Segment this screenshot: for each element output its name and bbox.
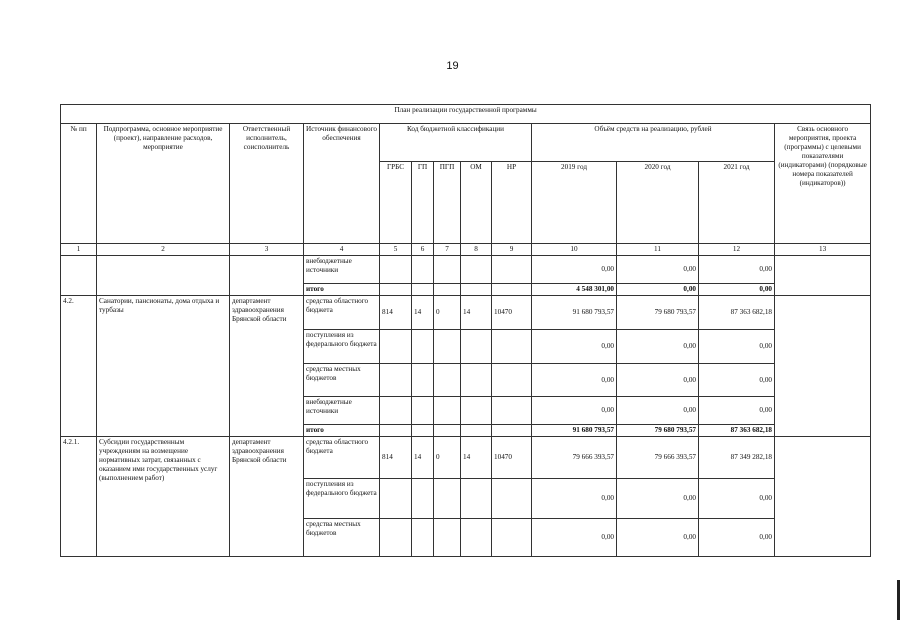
value-2021: 87 363 682,18 xyxy=(699,296,775,330)
header-om: ОМ xyxy=(461,162,492,244)
column-number: 1 xyxy=(61,244,97,256)
cell-executor: департамент здравоохранения Брянской области xyxy=(230,437,304,557)
source-extrabudgetary: внебюджетные источники xyxy=(304,397,380,425)
total-2020: 79 680 793,57 xyxy=(617,425,699,437)
header-volume: Объём средств на реализацию, рублей xyxy=(532,124,775,162)
cell-name: Санатории, пансионаты, дома отдыха и турбазы xyxy=(97,296,230,437)
table-title: План реализации государственной программы xyxy=(61,105,871,124)
value-2019: 0,00 xyxy=(532,519,617,557)
header-nr: НР xyxy=(492,162,532,244)
value-2020: 0,00 xyxy=(617,397,699,425)
header-source: Источник финансового обеспечения xyxy=(304,124,380,244)
header-budget-code: Код бюджетной классификации xyxy=(380,124,532,162)
source-federal: поступления из федерального бюджета xyxy=(304,330,380,364)
header-2019: 2019 год xyxy=(532,162,617,244)
value-2019: 0,00 xyxy=(532,397,617,425)
header-grbs: ГРБС xyxy=(380,162,412,244)
value-2019: 0,00 xyxy=(532,330,617,364)
code-nr: 10470 xyxy=(492,437,532,479)
code-pgp: 0 xyxy=(434,296,461,330)
cell-executor: департамент здравоохранения Брянской области xyxy=(230,296,304,437)
source-local: средства местных бюджетов xyxy=(304,519,380,557)
value-2021: 0,00 xyxy=(699,256,775,284)
column-number: 13 xyxy=(775,244,871,256)
header-pgp: ПГП xyxy=(434,162,461,244)
value-2021: 0,00 xyxy=(699,519,775,557)
header-2020: 2020 год xyxy=(617,162,699,244)
value-2020: 0,00 xyxy=(617,479,699,519)
value-2020: 0,00 xyxy=(617,364,699,397)
code-gp: 14 xyxy=(412,296,434,330)
code-gp: 14 xyxy=(412,437,434,479)
header-subprogram: Подпрограмма, основное мероприятие (проект), направление расходов, мероприятие xyxy=(97,124,230,244)
cell-no: 4.2.1. xyxy=(61,437,97,557)
program-plan-table xyxy=(60,104,871,557)
cell-no: 4.2. xyxy=(61,296,97,437)
source-extrabudgetary: внебюджетные источники xyxy=(304,256,380,284)
column-number: 11 xyxy=(617,244,699,256)
header-gp: ГП xyxy=(412,162,434,244)
cell-no xyxy=(61,256,97,296)
value-2019: 79 666 393,57 xyxy=(532,437,617,479)
value-2019: 0,00 xyxy=(532,256,617,284)
value-2020: 0,00 xyxy=(617,330,699,364)
cell-link xyxy=(775,256,871,296)
source-regional: средства областного бюджета xyxy=(304,437,380,479)
value-2021: 0,00 xyxy=(699,397,775,425)
value-2019: 0,00 xyxy=(532,479,617,519)
page-number: 19 xyxy=(446,60,459,72)
source-federal: поступления из федерального бюджета xyxy=(304,479,380,519)
cell-executor xyxy=(230,256,304,296)
value-2021: 0,00 xyxy=(699,364,775,397)
value-2020: 0,00 xyxy=(617,519,699,557)
total-2020: 0,00 xyxy=(617,284,699,296)
total-2019: 4 548 301,00 xyxy=(532,284,617,296)
total-2019: 91 680 793,57 xyxy=(532,425,617,437)
source-local: средства местных бюджетов xyxy=(304,364,380,397)
value-2021: 0,00 xyxy=(699,330,775,364)
column-number: 2 xyxy=(97,244,230,256)
cell-link xyxy=(775,437,871,557)
code-om: 14 xyxy=(461,437,492,479)
total-2021: 87 363 682,18 xyxy=(699,425,775,437)
code-pgp: 0 xyxy=(434,437,461,479)
value-2019: 91 680 793,57 xyxy=(532,296,617,330)
value-2020: 79 680 793,57 xyxy=(617,296,699,330)
column-number: 7 xyxy=(434,244,461,256)
column-number: 10 xyxy=(532,244,617,256)
cell-name xyxy=(97,256,230,296)
value-2021: 0,00 xyxy=(699,479,775,519)
code-grbs: 814 xyxy=(380,437,412,479)
header-executor: Ответственный исполнитель, соисполнитель xyxy=(230,124,304,244)
source-total: итого xyxy=(304,425,380,437)
total-2021: 0,00 xyxy=(699,284,775,296)
code-nr: 10470 xyxy=(492,296,532,330)
column-number: 3 xyxy=(230,244,304,256)
header-link: Связь основного мероприятия, проекта (программы) с целевыми показателями (индикаторами) (порядковые номера показателей (индикаторов)) xyxy=(775,124,871,244)
header-2021: 2021 год xyxy=(699,162,775,244)
source-regional: средства областного бюджета xyxy=(304,296,380,330)
source-total: итого xyxy=(304,284,380,296)
cell-link xyxy=(775,296,871,437)
code-grbs: 814 xyxy=(380,296,412,330)
value-2021: 87 349 282,18 xyxy=(699,437,775,479)
value-2019: 0,00 xyxy=(532,364,617,397)
column-number: 9 xyxy=(492,244,532,256)
column-number: 12 xyxy=(699,244,775,256)
column-number: 8 xyxy=(461,244,492,256)
cell-name: Субсидии государственным учреждениям на возмещение нормативных затрат, связанных с оказанием ими государственных услуг (выполнением работ) xyxy=(97,437,230,557)
column-number: 5 xyxy=(380,244,412,256)
column-number: 4 xyxy=(304,244,380,256)
header-no: № пп xyxy=(61,124,97,244)
value-2020: 0,00 xyxy=(617,256,699,284)
page-edge-mark xyxy=(897,580,900,620)
value-2020: 79 666 393,57 xyxy=(617,437,699,479)
column-number: 6 xyxy=(412,244,434,256)
code-om: 14 xyxy=(461,296,492,330)
